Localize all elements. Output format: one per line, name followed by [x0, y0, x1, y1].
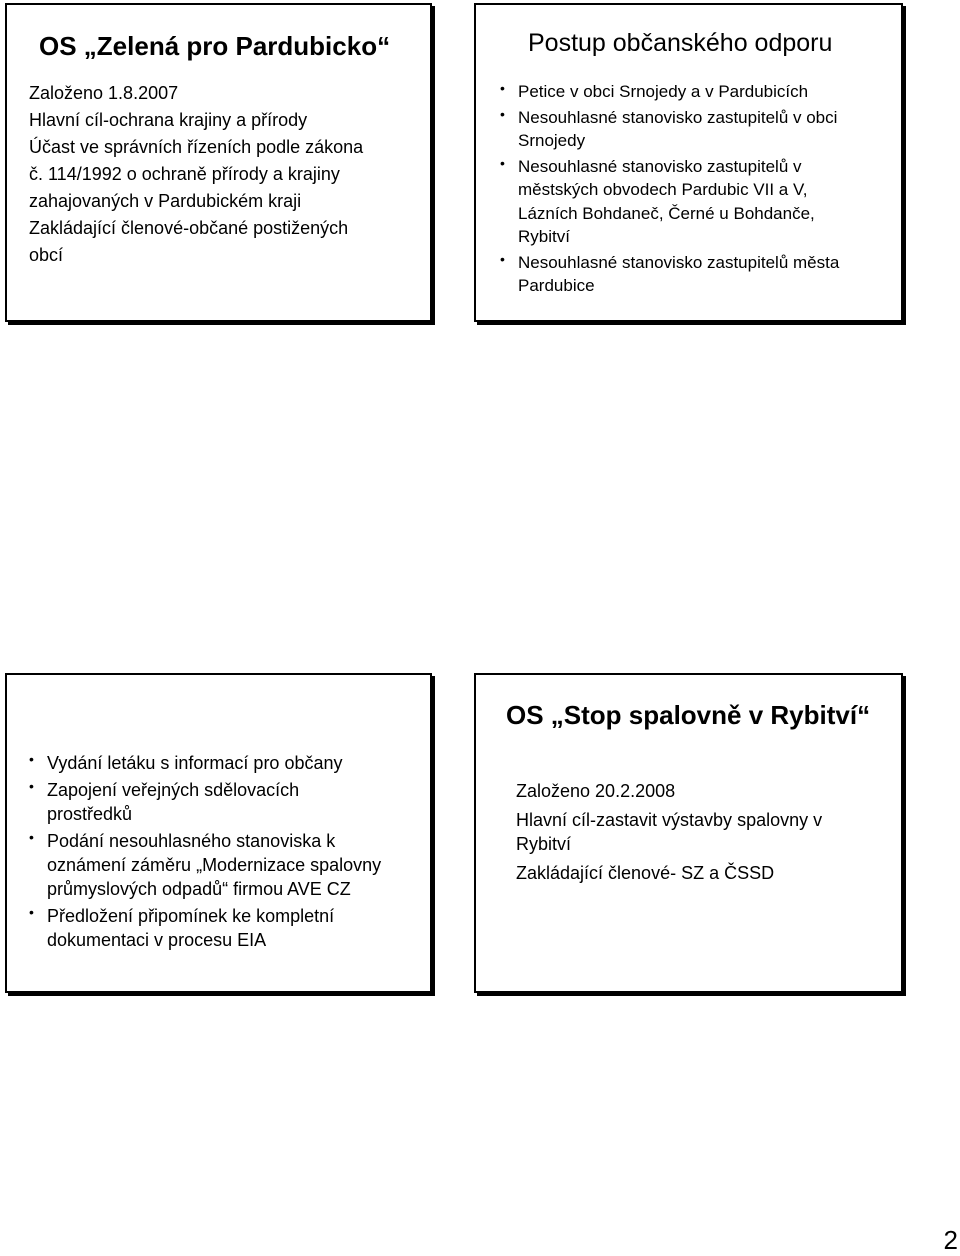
- list-item-line: Podání nesouhlasného stanoviska k: [47, 831, 336, 851]
- bullet-icon: •: [29, 778, 34, 794]
- list-item-line: Pardubice: [518, 276, 595, 295]
- page-number: 2: [943, 1225, 958, 1255]
- list-item-line: Petice v obci Srnojedy a v Pardubicích: [518, 82, 809, 101]
- list-item-line: Zapojení veřejných sdělovacích: [47, 780, 300, 800]
- slide-activities: [5, 673, 432, 993]
- list-item-line: Nesouhlasné stanovisko zastupitelů města: [518, 252, 840, 272]
- list-item: [500, 106, 839, 153]
- bullet-icon: •: [500, 250, 505, 267]
- list-item-line: oznámení záměru „Modernizace spalovny: [47, 855, 382, 875]
- body-line: Hlavní cíl-ochrana krajiny a přírody: [29, 110, 308, 130]
- list-item-line: městských obvodech Pardubic VII a V,: [518, 180, 808, 199]
- list-item: [500, 155, 839, 249]
- body-line: obcí: [29, 245, 64, 265]
- slide-title: Postup občanského odporu: [528, 29, 833, 57]
- slide-body: [516, 779, 822, 890]
- list-item: [29, 904, 381, 952]
- bullet-list: [29, 751, 381, 955]
- body-line: Hlavní cíl-zastavit výstavby spalovny v: [516, 810, 823, 830]
- list-item-line: dokumentaci v procesu EIA: [47, 930, 267, 950]
- body-line: Založeno 1.8.2007: [29, 83, 179, 103]
- slide-title: OS „Stop spalovně v Rybitví“: [506, 700, 871, 730]
- list-item: [29, 829, 381, 901]
- bullet-icon: •: [500, 105, 505, 122]
- slide-body: [29, 80, 363, 269]
- body-item: [516, 779, 822, 803]
- list-item: [500, 80, 839, 104]
- list-item-line: Nesouhlasné stanovisko zastupitelů v: [518, 156, 802, 176]
- list-item-line: Předložení připomínek ke kompletní: [47, 906, 335, 926]
- body-line: Založeno 20.2.2008: [516, 781, 676, 801]
- body-item: [516, 808, 822, 856]
- slide-stop-spalovne: [474, 673, 903, 993]
- body-line: Rybitví: [516, 834, 572, 854]
- slide-title: OS „Zelená pro Pardubicko“: [39, 31, 391, 61]
- list-item-line: Rybitví: [518, 227, 570, 246]
- list-item: [29, 751, 381, 775]
- slide-zelena-pro-pardubicko: [5, 3, 432, 322]
- slide-postup-obcanskeho-odporu: [474, 3, 903, 322]
- list-item: [500, 251, 839, 298]
- bullet-icon: •: [500, 80, 505, 96]
- list-item-line: Srnojedy: [518, 131, 586, 150]
- bullet-list: [500, 80, 839, 300]
- bullet-icon: •: [29, 751, 34, 767]
- body-line: Zakládající členové- SZ a ČSSD: [516, 863, 775, 883]
- bullet-icon: •: [29, 904, 34, 920]
- body-line: zahajovaných v Pardubickém kraji: [29, 191, 302, 211]
- body-line: Zakládající členové-občané postižených: [29, 218, 349, 238]
- list-item-line: Nesouhlasné stanovisko zastupitelů v obci: [518, 107, 838, 127]
- body-line: č. 114/1992 o ochraně přírody a krajiny: [29, 164, 340, 184]
- list-item: [29, 778, 381, 826]
- body-item: [516, 861, 822, 885]
- bullet-icon: •: [29, 829, 34, 845]
- list-item-line: Vydání letáku s informací pro občany: [47, 753, 343, 773]
- list-item-line: prostředků: [47, 804, 133, 824]
- list-item-line: průmyslových odpadů“ firmou AVE CZ: [47, 879, 351, 899]
- bullet-icon: •: [500, 154, 505, 171]
- list-item-line: Lázních Bohdaneč, Černé u Bohdanče,: [518, 203, 815, 223]
- body-line: Účast ve správních řízeních podle zákona: [29, 137, 364, 157]
